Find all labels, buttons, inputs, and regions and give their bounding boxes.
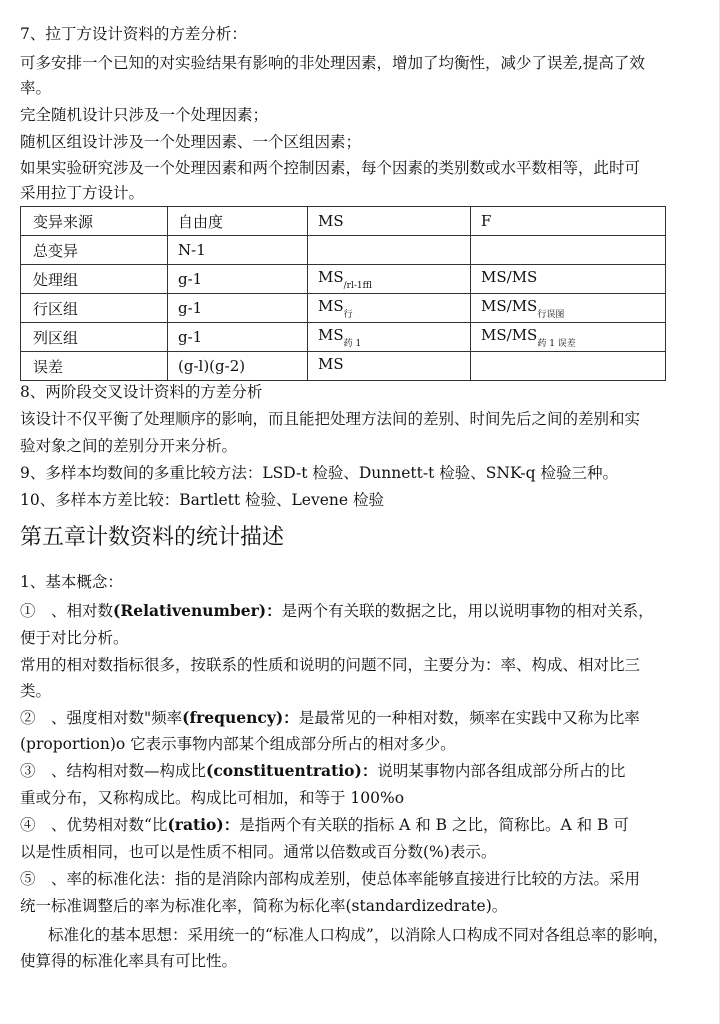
paragraph: 类。 (20, 682, 52, 700)
table-row (21, 352, 666, 381)
item-term: (constituentratio)： (206, 761, 378, 780)
section-9-line: 9、多样本均数间的多重比较方法：LSD-t 检验、Dunnett-t 检验、SNK-q 检验三种。 (20, 464, 619, 482)
table-row (21, 294, 666, 323)
ms-value: MS (318, 267, 344, 286)
item-term: (Relativenumber)： (113, 601, 282, 620)
cell-df: g-1 (168, 294, 308, 323)
section-7-line: 如果实验研究涉及一个处理因素和两个控制因素，每个因素的类别数或水平数相等，此时可 (20, 159, 641, 177)
table-row (21, 323, 666, 352)
f-value: MS/MS (481, 267, 538, 286)
f-subscript: 药 1 误差 (537, 338, 576, 349)
section-7-line: 率。 (20, 79, 52, 97)
concept-item-1 (20, 601, 695, 621)
section-7-line: 随机区组设计涉及一个处理因素、一个区组因素； (20, 133, 362, 151)
standardization-idea-cont: 使算得的标准化率具有可比性。 (20, 952, 238, 970)
cell-source: 列区组 (21, 323, 168, 352)
cell-df: g-1 (168, 323, 308, 352)
concept-item-2 (20, 708, 695, 728)
ms-subscript: /rl-1ffl (343, 280, 372, 291)
concept-item-2-cont: (proportion)o 它表示事物内部某个组成部分所占的相对多少。 (20, 735, 456, 753)
concept-item-1-cont: 便于对比分析。 (20, 629, 129, 647)
section-8-line: 该设计不仅平衡了处理顺序的影响，而且能把处理方法间的差别、时间先后之间的差别和实 (20, 410, 641, 428)
header-source: 变异来源 (21, 207, 168, 236)
ms-value: MS (318, 296, 344, 315)
f-value: MS/MS (481, 296, 538, 315)
item-term: (ratio)： (167, 815, 240, 834)
item-text: 是最常见的一种相对数，频率在实践中又称为比率 (298, 709, 640, 727)
cell-source: 误差 (21, 352, 168, 381)
standardization-idea: 标准化的基本思想：采用统一的“标准人口构成”，以消除人口构成不同对各组总率的影响， (48, 926, 669, 944)
cell-f (471, 265, 666, 294)
cell-ms (308, 294, 471, 323)
table-row (21, 265, 666, 294)
header-df: 自由度 (168, 207, 308, 236)
ms-value: MS (318, 325, 344, 344)
concept-item-3 (20, 761, 695, 781)
ms-subscript: 行 (343, 309, 353, 320)
cell-df: (g-l)(g-2) (168, 352, 308, 381)
section-8-heading: 8、两阶段交叉设计资料的方差分析 (20, 383, 263, 401)
section-7-line: 可多安排一个已知的对实验结果有影响的非处理因素，增加了均衡性，减少了误差,提高了效 (20, 54, 645, 72)
concepts-heading: 1、基本概念： (20, 573, 123, 591)
cell-ms (308, 265, 471, 294)
cell-ms (308, 323, 471, 352)
item-text: 说明某事物内部各组成部分所占的比 (377, 762, 626, 780)
item-prefix: ① 、相对数 (20, 602, 114, 620)
cell-ms (308, 236, 471, 265)
ms-subscript: 药 1 (343, 338, 362, 349)
section-10-line: 10、多样本方差比较：Bartlett 检验、Levene 检验 (20, 491, 384, 509)
item-term: (frequency)： (182, 708, 299, 727)
chapter-title: 第五章计数资料的统计描述 (20, 525, 285, 550)
concept-item-3-cont: 重或分布，又称构成比。构成比可相加，和等于 100%o (20, 789, 405, 807)
concept-item-4-cont: 以是性质相同，也可以是性质不相同。通常以倍数或百分数(%)表示。 (20, 843, 497, 861)
cell-source: 总变异 (21, 236, 168, 265)
section-7-line: 完全随机设计只涉及一个处理因素； (20, 106, 269, 124)
cell-f (471, 352, 666, 381)
cell-f (471, 294, 666, 323)
header-ms: MS (308, 207, 471, 236)
table-header-row (21, 207, 666, 236)
cell-df: N-1 (168, 236, 308, 265)
section-7-heading: 7、拉丁方设计资料的方差分析： (20, 25, 247, 43)
concept-item-5-cont: 统一标准调整后的率为标准化率，简称为标化率(standardizedrate)。 (20, 897, 508, 915)
cell-ms (308, 352, 471, 381)
item-prefix: ④ 、优势相对数“比 (20, 816, 168, 834)
item-text: 是指两个有关联的指标 A 和 B 之比，简称比。A 和 B 可 (239, 816, 629, 834)
paragraph: 常用的相对数指标很多，按联系的性质和说明的问题不同，主要分为：率、构成、相对比三 (20, 656, 641, 674)
cell-f (471, 236, 666, 265)
item-prefix: ② 、强度相对数"频率 (20, 709, 183, 727)
f-subscript: 行误图 (537, 309, 565, 320)
item-text: 是两个有关联的数据之比，用以说明事物的相对关系， (281, 602, 654, 620)
cell-source: 行区组 (21, 294, 168, 323)
f-value: MS/MS (481, 325, 538, 344)
cell-source: 处理组 (21, 265, 168, 294)
section-7-line: 采用拉丁方设计。 (20, 184, 145, 202)
concept-item-5: ⑤ 、率的标准化法：指的是消除内部构成差别，使总体率能够直接进行比较的方法。采用 (20, 870, 641, 888)
concept-item-4 (20, 815, 695, 835)
header-f: F (471, 207, 666, 236)
cell-df: g-1 (168, 265, 308, 294)
item-prefix: ③ 、结构相对数—构成比 (20, 762, 207, 780)
table-row (21, 236, 666, 265)
ms-value: MS (318, 354, 344, 373)
section-8-line: 验对象之间的差别分开来分析。 (20, 437, 238, 455)
cell-f (471, 323, 666, 352)
anova-table (20, 206, 666, 381)
